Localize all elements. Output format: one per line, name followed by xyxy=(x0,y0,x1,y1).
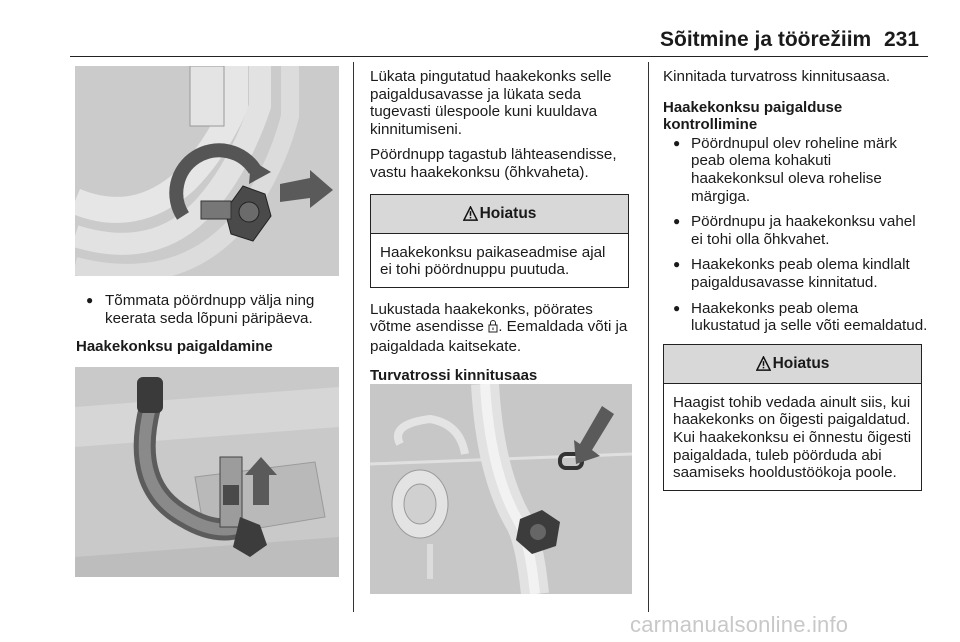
section-heading: Haakekonksu paigaldamine xyxy=(76,338,273,356)
paragraph: Pöördnupp tagastub lähteasendisse, vastu haakekonksu (õhkvaheta). xyxy=(370,146,617,181)
column-divider xyxy=(353,62,354,612)
watermark: carmanualsonline.info xyxy=(630,612,849,637)
list-item: ● Pöördnupul olev roheline märk peab olema kohakuti haakekonksul oleva rohelise märgiga. xyxy=(663,135,928,205)
illustration-rotary-knob xyxy=(75,66,339,276)
page-number: 231 xyxy=(884,28,920,51)
paragraph-text: . Eemaldada võti ja paigaldada kaitsekate. xyxy=(370,318,628,355)
section-title: Sõitmine ja töörežiim xyxy=(660,28,872,51)
bullet-list xyxy=(663,135,928,335)
header-rule xyxy=(70,56,928,57)
illustration-safety-cable-eye xyxy=(370,384,632,594)
paragraph xyxy=(370,301,632,356)
bullet-list xyxy=(76,292,342,327)
paragraph: Kinnitada turvatross kinnitusaasa. xyxy=(663,68,891,85)
list-item: ● Pöördnupu ja haakekonksu vahel ei tohi olla õhkvahet. xyxy=(663,213,928,248)
list-item: ● Haakekonks peab olema kindlalt paigaldusavasse kinnitatud. xyxy=(663,256,928,291)
column-2 xyxy=(370,68,632,384)
warning-box xyxy=(370,194,629,288)
section-heading: Haakekonksu paigalduse kontrollimine xyxy=(663,98,843,134)
column-divider xyxy=(648,62,649,612)
paragraph-text: Lukustada haakekonks, pöörates võtme asendisse xyxy=(370,300,593,336)
section-heading: Turvatrossi kinnitusaas xyxy=(370,366,538,384)
warning-triangle-icon xyxy=(463,206,478,221)
warning-title: Hoiatus xyxy=(479,204,537,222)
warning-header xyxy=(664,345,921,384)
lock-icon xyxy=(488,319,498,338)
warning-header xyxy=(371,195,628,234)
warning-title: Hoiatus xyxy=(772,354,830,372)
list-item: ● Haakekonks peab olema lukustatud ja selle võti eemaldatud. xyxy=(663,300,928,335)
list-item: ● Tõmmata pöördnupp välja ning keerata seda lõpuni päripäeva. xyxy=(76,292,342,327)
warning-triangle-icon xyxy=(756,356,771,371)
paragraph: Lükata pingutatud haakekonks selle paigaldusavasse ja lükata seda tugevasti ülespoole kuni kuuldava kinnitumiseni. xyxy=(370,68,612,138)
column-3 xyxy=(663,68,928,491)
warning-text: Haagist tohib vedada ainult siis, kui haakekonks on õigesti paigaldatud. Kui haakekonksu ei õnnestu õigesti paigaldada, tuleb pöörduda abi saamiseks hooldustöökoja poole. xyxy=(673,393,912,482)
illustration-hook-install xyxy=(75,367,339,577)
warning-box xyxy=(663,344,922,491)
warning-text: Haakekonksu paikaseadmise ajal ei tohi pöördnuppu puutuda. xyxy=(380,243,606,279)
column-1 xyxy=(76,292,342,356)
